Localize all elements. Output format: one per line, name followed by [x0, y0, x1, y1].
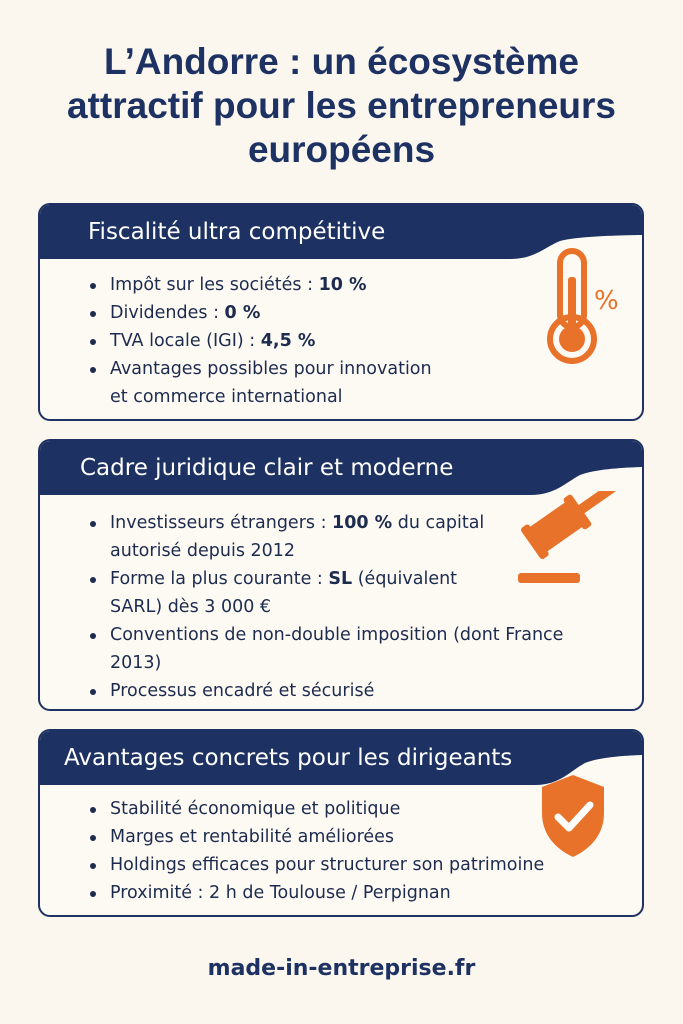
page-title: [20, 40, 663, 172]
list-item-text: Proximité : 2 h de Toulouse / Perpignan: [110, 883, 451, 903]
card-cadre-juridique: [38, 439, 644, 711]
list-item-highlight: 4,5 %: [260, 331, 316, 351]
card-title: Fiscalité ultra compétitive: [88, 219, 386, 245]
card-fiscalite: [38, 203, 644, 421]
list-item: [88, 621, 563, 649]
svg-text:%: %: [594, 286, 619, 316]
card-title: Cadre juridique clair et moderne: [80, 455, 454, 481]
list-item: [88, 677, 563, 705]
footer-website[interactable]: made-in-entreprise.fr: [207, 956, 476, 981]
list-item: [88, 355, 432, 383]
card-avantages: [38, 729, 644, 917]
list-item-highlight: SL: [328, 569, 353, 589]
list-item: [88, 537, 563, 565]
list-item-text: et commerce international: [110, 387, 343, 407]
list-item-text: 2013): [110, 653, 162, 673]
list-item-highlight: 100 %: [332, 513, 393, 533]
thermometer-percent-icon: [538, 247, 630, 373]
list-item: [88, 823, 544, 851]
list-item: [88, 271, 432, 299]
list-item-highlight: 0 %: [224, 303, 261, 323]
list-item-text: SARL) dès 3 000 €: [110, 597, 272, 617]
card-list: [88, 509, 563, 705]
list-item: [88, 509, 563, 537]
card-title: Avantages concrets pour les dirigeants: [64, 745, 513, 771]
list-item: [88, 851, 544, 879]
title-line-3: européens: [247, 129, 436, 170]
list-item-text: Impôt sur les sociétés :: [110, 275, 319, 295]
list-item-text: autorisé depuis 2012: [110, 541, 296, 561]
list-item-text: Marges et rentabilité améliorées: [110, 827, 395, 847]
list-item-text: Processus encadré et sécurisé: [110, 681, 375, 701]
list-item-text: Stabilité économique et politique: [110, 799, 401, 819]
list-item: [88, 593, 563, 621]
list-item: [88, 383, 432, 411]
card-list: [88, 795, 544, 907]
list-item-text: Conventions de non-double imposition (dont France: [110, 625, 564, 645]
list-item-text: Investisseurs étrangers :: [110, 513, 333, 533]
list-item-rest: (équivalent: [352, 569, 458, 589]
list-item-text: Avantages possibles pour innovation: [110, 359, 432, 379]
list-item: [88, 795, 544, 823]
list-item: [88, 299, 432, 327]
list-item: [88, 565, 563, 593]
list-item-text: Holdings efficaces pour structurer son patrimoine: [110, 855, 545, 875]
list-item: [88, 327, 432, 355]
list-item-text: Forme la plus courante :: [110, 569, 329, 589]
card-list: [88, 271, 432, 411]
title-line-1: L’Andorre : un écosystème: [104, 41, 579, 82]
list-item-highlight: 10 %: [318, 275, 367, 295]
list-item-rest: du capital: [392, 513, 485, 533]
shield-check-icon: [538, 773, 608, 863]
list-item: [88, 879, 544, 907]
card-header: [40, 441, 642, 495]
title-line-2: attractif pour les entrepreneurs: [67, 85, 616, 126]
list-item-text: Dividendes :: [110, 303, 225, 323]
list-item-text: TVA locale (IGI) :: [110, 331, 261, 351]
list-item: [88, 649, 563, 677]
gavel-icon: [514, 491, 634, 591]
